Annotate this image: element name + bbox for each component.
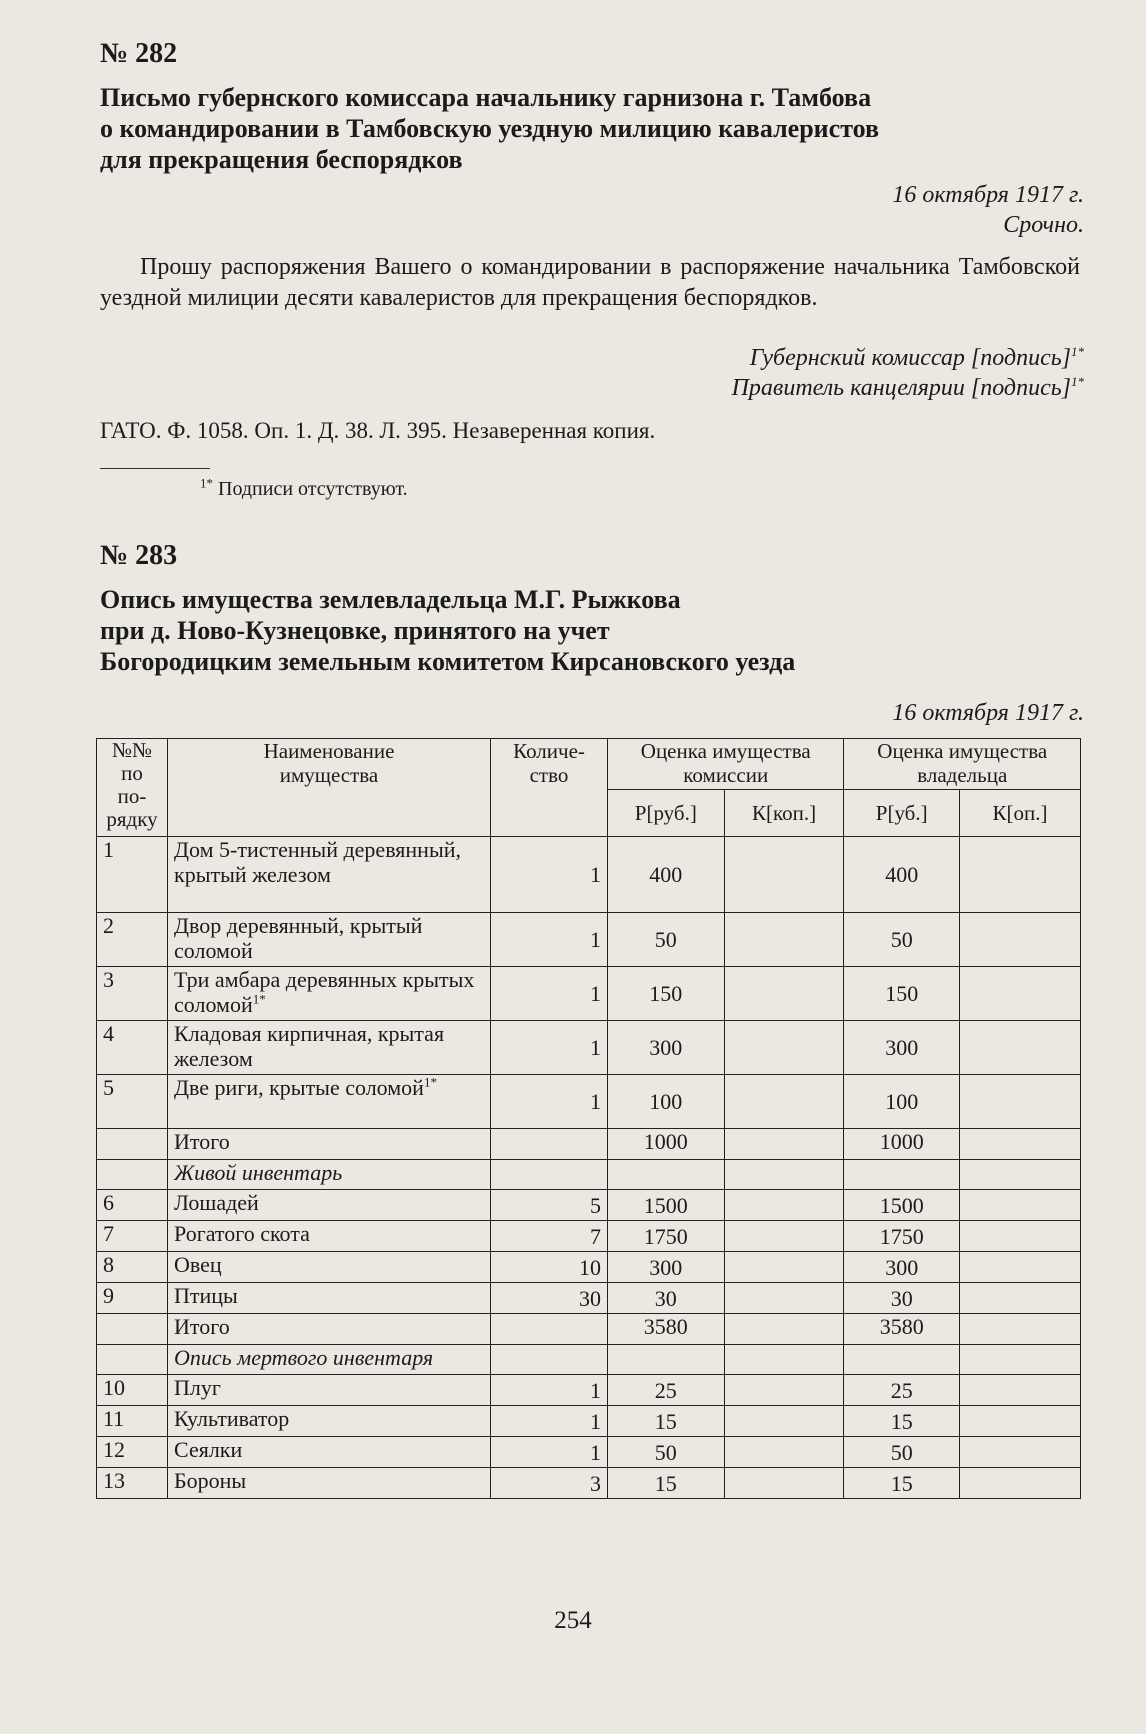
section-label: Опись мертвого инвентаря: [168, 1345, 491, 1375]
row-name-text: Овец: [174, 1252, 222, 1277]
doc282-title: [100, 82, 1080, 175]
row-owner-rub: 100: [844, 1075, 959, 1129]
row-owner-rub: 300: [844, 1252, 959, 1283]
row-owner-kop: [959, 1437, 1080, 1468]
row-footnote-mark: 1*: [423, 1074, 437, 1090]
row-name-text: Культиватор: [174, 1406, 290, 1431]
row-name: [168, 1375, 491, 1406]
row-commission-rub: 15: [608, 1406, 725, 1437]
table-row: [97, 1021, 1081, 1075]
row-name: [168, 1468, 491, 1499]
row-name: [168, 837, 491, 913]
doc283-title-line: при д. Ново-Кузнецовке, принятого на учет: [100, 616, 610, 645]
row-name-text: Бороны: [174, 1468, 247, 1493]
header-number-line: по: [121, 761, 143, 785]
row-quantity: 1: [491, 1375, 608, 1406]
header-owner-rub: Р[уб.]: [844, 790, 959, 837]
table-header-row: [97, 739, 1081, 790]
row-owner-kop: [959, 1252, 1080, 1283]
row-commission-kop: [724, 1406, 844, 1437]
row-name: [168, 967, 491, 1021]
header-commission: [608, 739, 844, 790]
row-name: [168, 1075, 491, 1129]
row-owner-rub: 50: [844, 913, 959, 967]
table-row: [97, 1375, 1081, 1406]
row-number: 6: [97, 1190, 168, 1221]
total-commission-rub: 3580: [608, 1314, 725, 1345]
header-name: [168, 739, 491, 837]
row-number: 7: [97, 1221, 168, 1252]
row-name-text: Плуг: [174, 1375, 221, 1400]
section-label: Живой инвентарь: [168, 1160, 491, 1190]
header-owner-kop: К[оп.]: [959, 790, 1080, 837]
total-commission-kop: [724, 1314, 844, 1345]
row-number: 10: [97, 1375, 168, 1406]
row-owner-rub: 1750: [844, 1221, 959, 1252]
header-number-line: №№: [111, 738, 153, 762]
header-quantity-line: Количе-: [513, 739, 585, 763]
row-name: [168, 913, 491, 967]
header-number-line: по-: [117, 784, 147, 808]
doc282-archive-ref: ГАТО. Ф. 1058. Оп. 1. Д. 38. Л. 395. Незаверенная копия.: [100, 418, 656, 443]
row-owner-rub: 15: [844, 1406, 959, 1437]
section-empty-cell: [724, 1345, 844, 1375]
row-name-text: Две риги, крытые соломой: [174, 1075, 424, 1100]
row-commission-rub: 1750: [608, 1221, 725, 1252]
row-owner-kop: [959, 1283, 1080, 1314]
table-section-row: [97, 1345, 1081, 1375]
doc283-date: 16 октября 1917 г.: [892, 700, 1084, 726]
section-empty-cell: [608, 1345, 725, 1375]
section-empty-cell: [959, 1160, 1080, 1190]
table-row: [97, 967, 1081, 1021]
inventory-table: [96, 738, 1081, 1499]
row-commission-kop: [724, 913, 844, 967]
row-name: [168, 1190, 491, 1221]
row-quantity: 1: [491, 913, 608, 967]
header-commission-line: комиссии: [683, 763, 769, 787]
row-owner-kop: [959, 967, 1080, 1021]
row-commission-kop: [724, 837, 844, 913]
row-number: 2: [97, 913, 168, 967]
section-number: [97, 1345, 168, 1375]
row-owner-kop: [959, 1221, 1080, 1252]
row-name-text: Рогатого скота: [174, 1221, 310, 1246]
row-quantity: 1: [491, 837, 608, 913]
sig1-text: Губернский комиссар [подпись]: [749, 345, 1071, 371]
row-owner-kop: [959, 1075, 1080, 1129]
table-row: [97, 1075, 1081, 1129]
header-quantity: [491, 739, 608, 837]
row-name-text: Дом 5-тистенный деревянный, крытый железом: [174, 837, 462, 887]
row-commission-kop: [724, 1252, 844, 1283]
row-commission-rub: 300: [608, 1021, 725, 1075]
total-label: Итого: [168, 1314, 491, 1345]
total-commission-kop: [724, 1129, 844, 1160]
row-owner-rub: 30: [844, 1283, 959, 1314]
row-commission-kop: [724, 967, 844, 1021]
row-owner-rub: 15: [844, 1468, 959, 1499]
total-owner-rub: 1000: [844, 1129, 959, 1160]
row-number: 3: [97, 967, 168, 1021]
row-commission-kop: [724, 1190, 844, 1221]
row-quantity: 1: [491, 1021, 608, 1075]
row-number: 4: [97, 1021, 168, 1075]
doc282-title-line: о командировании в Тамбовскую уездную милицию кавалеристов: [100, 114, 880, 143]
row-quantity: 1: [491, 967, 608, 1021]
row-commission-kop: [724, 1468, 844, 1499]
header-name-line: Наименование: [263, 739, 395, 763]
doc282-body-text: Прошу распоряжения Вашего о командировании в распоряжение начальника Тамбовской уездной милиции десяти кавалеристов для прекращения беспорядков.: [100, 254, 1080, 311]
table-row: [97, 1190, 1081, 1221]
header-owner: [844, 739, 1081, 790]
row-name-text: Три амбара деревянных крытых соломой: [174, 967, 475, 1017]
total-number: [97, 1129, 168, 1160]
section-empty-cell: [724, 1160, 844, 1190]
section-number: [97, 1160, 168, 1190]
header-number-line: рядку: [106, 807, 158, 831]
header-quantity-line: ство: [529, 763, 569, 787]
row-commission-rub: 50: [608, 1437, 725, 1468]
header-name-line: имущества: [279, 763, 379, 787]
row-owner-kop: [959, 1406, 1080, 1437]
doc283-title-line: Богородицким земельным комитетом Кирсановского уезда: [100, 647, 796, 676]
section-empty-cell: [959, 1345, 1080, 1375]
row-owner-kop: [959, 1190, 1080, 1221]
section-empty-cell: [491, 1345, 608, 1375]
row-commission-rub: 100: [608, 1075, 725, 1129]
row-commission-kop: [724, 1283, 844, 1314]
row-number: 9: [97, 1283, 168, 1314]
row-quantity: 10: [491, 1252, 608, 1283]
section-empty-cell: [844, 1345, 959, 1375]
total-owner-rub: 3580: [844, 1314, 959, 1345]
table-total-row: [97, 1314, 1081, 1345]
total-owner-kop: [959, 1129, 1080, 1160]
footnote-mark: 1*: [200, 475, 213, 491]
doc282-title-line: для прекращения беспорядков: [100, 145, 463, 174]
total-owner-kop: [959, 1314, 1080, 1345]
row-owner-kop: [959, 837, 1080, 913]
inventory-table-body: [97, 837, 1081, 1499]
header-owner-line: Оценка имущества: [877, 739, 1048, 763]
table-row: [97, 1252, 1081, 1283]
total-quantity: [491, 1129, 608, 1160]
row-commission-kop: [724, 1075, 844, 1129]
row-quantity: 3: [491, 1468, 608, 1499]
header-number: [97, 739, 168, 837]
row-name: [168, 1437, 491, 1468]
sig2-mark: 1*: [1071, 374, 1084, 389]
table-row: [97, 913, 1081, 967]
row-quantity: 1: [491, 1437, 608, 1468]
row-quantity: 7: [491, 1221, 608, 1252]
header-commission-line: Оценка имущества: [640, 739, 811, 763]
header-commission-kop: К[коп.]: [724, 790, 844, 837]
doc282-signature-chancellery: [732, 375, 1084, 402]
total-quantity: [491, 1314, 608, 1345]
table-total-row: [97, 1129, 1081, 1160]
row-name-text: Кладовая кирпичная, крытая железом: [174, 1021, 445, 1071]
section-empty-cell: [844, 1160, 959, 1190]
doc282-date: 16 октября 1917 г.: [892, 182, 1084, 208]
table-row: [97, 1221, 1081, 1252]
row-commission-rub: 400: [608, 837, 725, 913]
row-name-text: Сеялки: [174, 1437, 243, 1462]
footnote-rule: [100, 468, 210, 469]
row-footnote-mark: 1*: [252, 991, 266, 1007]
footnote-text: Подписи отсутствуют.: [218, 478, 408, 500]
doc283-title-line: Опись имущества землевладельца М.Г. Рыжкова: [100, 585, 681, 614]
row-name: [168, 1252, 491, 1283]
sig1-mark: 1*: [1071, 344, 1084, 359]
total-number: [97, 1314, 168, 1345]
row-owner-kop: [959, 1375, 1080, 1406]
row-quantity: 1: [491, 1075, 608, 1129]
row-name: [168, 1406, 491, 1437]
row-owner-rub: 300: [844, 1021, 959, 1075]
row-commission-rub: 1500: [608, 1190, 725, 1221]
table-section-row: [97, 1160, 1081, 1190]
row-commission-kop: [724, 1021, 844, 1075]
sig2-text: Правитель канцелярии [подпись]: [731, 375, 1071, 401]
row-owner-kop: [959, 1468, 1080, 1499]
row-number: 5: [97, 1075, 168, 1129]
row-commission-rub: 150: [608, 967, 725, 1021]
row-owner-kop: [959, 913, 1080, 967]
row-number: 11: [97, 1406, 168, 1437]
total-commission-rub: 1000: [608, 1129, 725, 1160]
row-commission-kop: [724, 1221, 844, 1252]
row-name-text: Двор деревянный, крытый соломой: [174, 913, 423, 963]
row-name-text: Птицы: [174, 1283, 238, 1308]
row-owner-kop: [959, 1021, 1080, 1075]
doc283-number: № 283: [100, 540, 178, 571]
doc282-urgency: Срочно.: [1003, 212, 1084, 238]
row-commission-kop: [724, 1437, 844, 1468]
row-quantity: 5: [491, 1190, 608, 1221]
doc283-title: [100, 584, 1080, 677]
header-owner-line: владельца: [917, 763, 1008, 787]
row-owner-rub: 1500: [844, 1190, 959, 1221]
row-quantity: 30: [491, 1283, 608, 1314]
section-empty-cell: [491, 1160, 608, 1190]
row-name-text: Лошадей: [174, 1190, 259, 1215]
row-commission-rub: 300: [608, 1252, 725, 1283]
row-commission-rub: 15: [608, 1468, 725, 1499]
doc282-body: [100, 252, 1080, 314]
page-number: 254: [554, 1607, 592, 1634]
table-row: [97, 1468, 1081, 1499]
row-name: [168, 1021, 491, 1075]
row-number: 12: [97, 1437, 168, 1468]
row-owner-rub: 150: [844, 967, 959, 1021]
table-row: [97, 837, 1081, 913]
table-row: [97, 1406, 1081, 1437]
row-quantity: 1: [491, 1406, 608, 1437]
total-label: Итого: [168, 1129, 491, 1160]
doc282-number: № 282: [100, 38, 178, 69]
row-name: [168, 1221, 491, 1252]
row-commission-kop: [724, 1375, 844, 1406]
table-row: [97, 1437, 1081, 1468]
row-owner-rub: 25: [844, 1375, 959, 1406]
doc282-footnote: [200, 475, 408, 501]
row-owner-rub: 400: [844, 837, 959, 913]
row-number: 1: [97, 837, 168, 913]
row-number: 8: [97, 1252, 168, 1283]
section-empty-cell: [608, 1160, 725, 1190]
header-commission-rub: Р[руб.]: [608, 790, 725, 837]
row-commission-rub: 30: [608, 1283, 725, 1314]
row-number: 13: [97, 1468, 168, 1499]
row-owner-rub: 50: [844, 1437, 959, 1468]
doc282-signature-commissar: [750, 345, 1084, 372]
row-commission-rub: 50: [608, 913, 725, 967]
row-commission-rub: 25: [608, 1375, 725, 1406]
doc282-title-line: Письмо губернского комиссара начальнику гарнизона г. Тамбова: [100, 83, 872, 112]
row-name: [168, 1283, 491, 1314]
table-row: [97, 1283, 1081, 1314]
